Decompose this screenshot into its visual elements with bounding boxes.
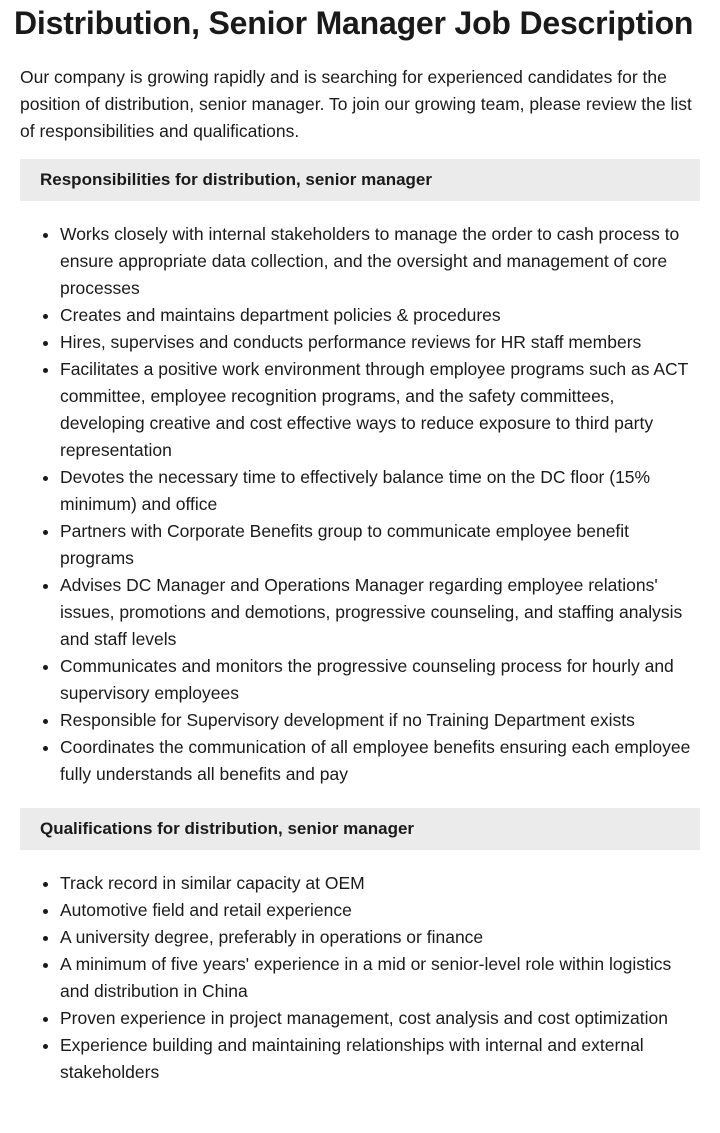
- list-item: • A university degree, preferably in operations or finance: [60, 924, 700, 951]
- list-item: • Coordinates the communication of all employee benefits ensuring each employee fully understands all benefits and pay: [60, 734, 700, 788]
- list-item: • Works closely with internal stakeholders to manage the order to cash process to ensure appropriate data collection, and the oversight and management of core processes: [60, 221, 700, 302]
- responsibilities-heading: Responsibilities for distribution, senior manager: [20, 159, 700, 201]
- list-item: • Track record in similar capacity at OEM: [60, 870, 700, 897]
- list-item: • Experience building and maintaining relationships with internal and external stakeholders: [60, 1032, 700, 1086]
- qualifications-heading: Qualifications for distribution, senior manager: [20, 808, 700, 850]
- list-item: • Hires, supervises and conducts performance reviews for HR staff members: [60, 329, 700, 356]
- list-item: • Facilitates a positive work environment through employee programs such as ACT committee, employee recognition programs, and the safety committees, developing creative and cost effective ways to reduce exposure to third party representation: [60, 356, 700, 464]
- list-item: • Partners with Corporate Benefits group to communicate employee benefit programs: [60, 518, 700, 572]
- list-item: • Advises DC Manager and Operations Manager regarding employee relations' issues, promotions and demotions, progressive counseling, and staffing analysis and staff levels: [60, 572, 700, 653]
- list-item: • Automotive field and retail experience: [60, 897, 700, 924]
- list-item: • Communicates and monitors the progressive counseling process for hourly and supervisory employees: [60, 653, 700, 707]
- list-item: • Responsible for Supervisory development if no Training Department exists: [60, 707, 700, 734]
- qualifications-list: [20, 870, 700, 1086]
- intro-text: Our company is growing rapidly and is searching for experienced candidates for the position of distribution, senior manager. To join our growing team, please review the list of responsibilities and qualifications.: [20, 67, 692, 141]
- list-item: • A minimum of five years' experience in a mid or senior-level role within logistics and distribution in China: [60, 951, 700, 1005]
- list-item: • Proven experience in project management, cost analysis and cost optimization: [60, 1005, 700, 1032]
- responsibilities-list: [20, 221, 700, 788]
- list-item: • Creates and maintains department policies & procedures: [60, 302, 700, 329]
- list-item: • Devotes the necessary time to effectively balance time on the DC floor (15% minimum) and office: [60, 464, 700, 518]
- page-title: Distribution, Senior Manager Job Description: [14, 5, 694, 41]
